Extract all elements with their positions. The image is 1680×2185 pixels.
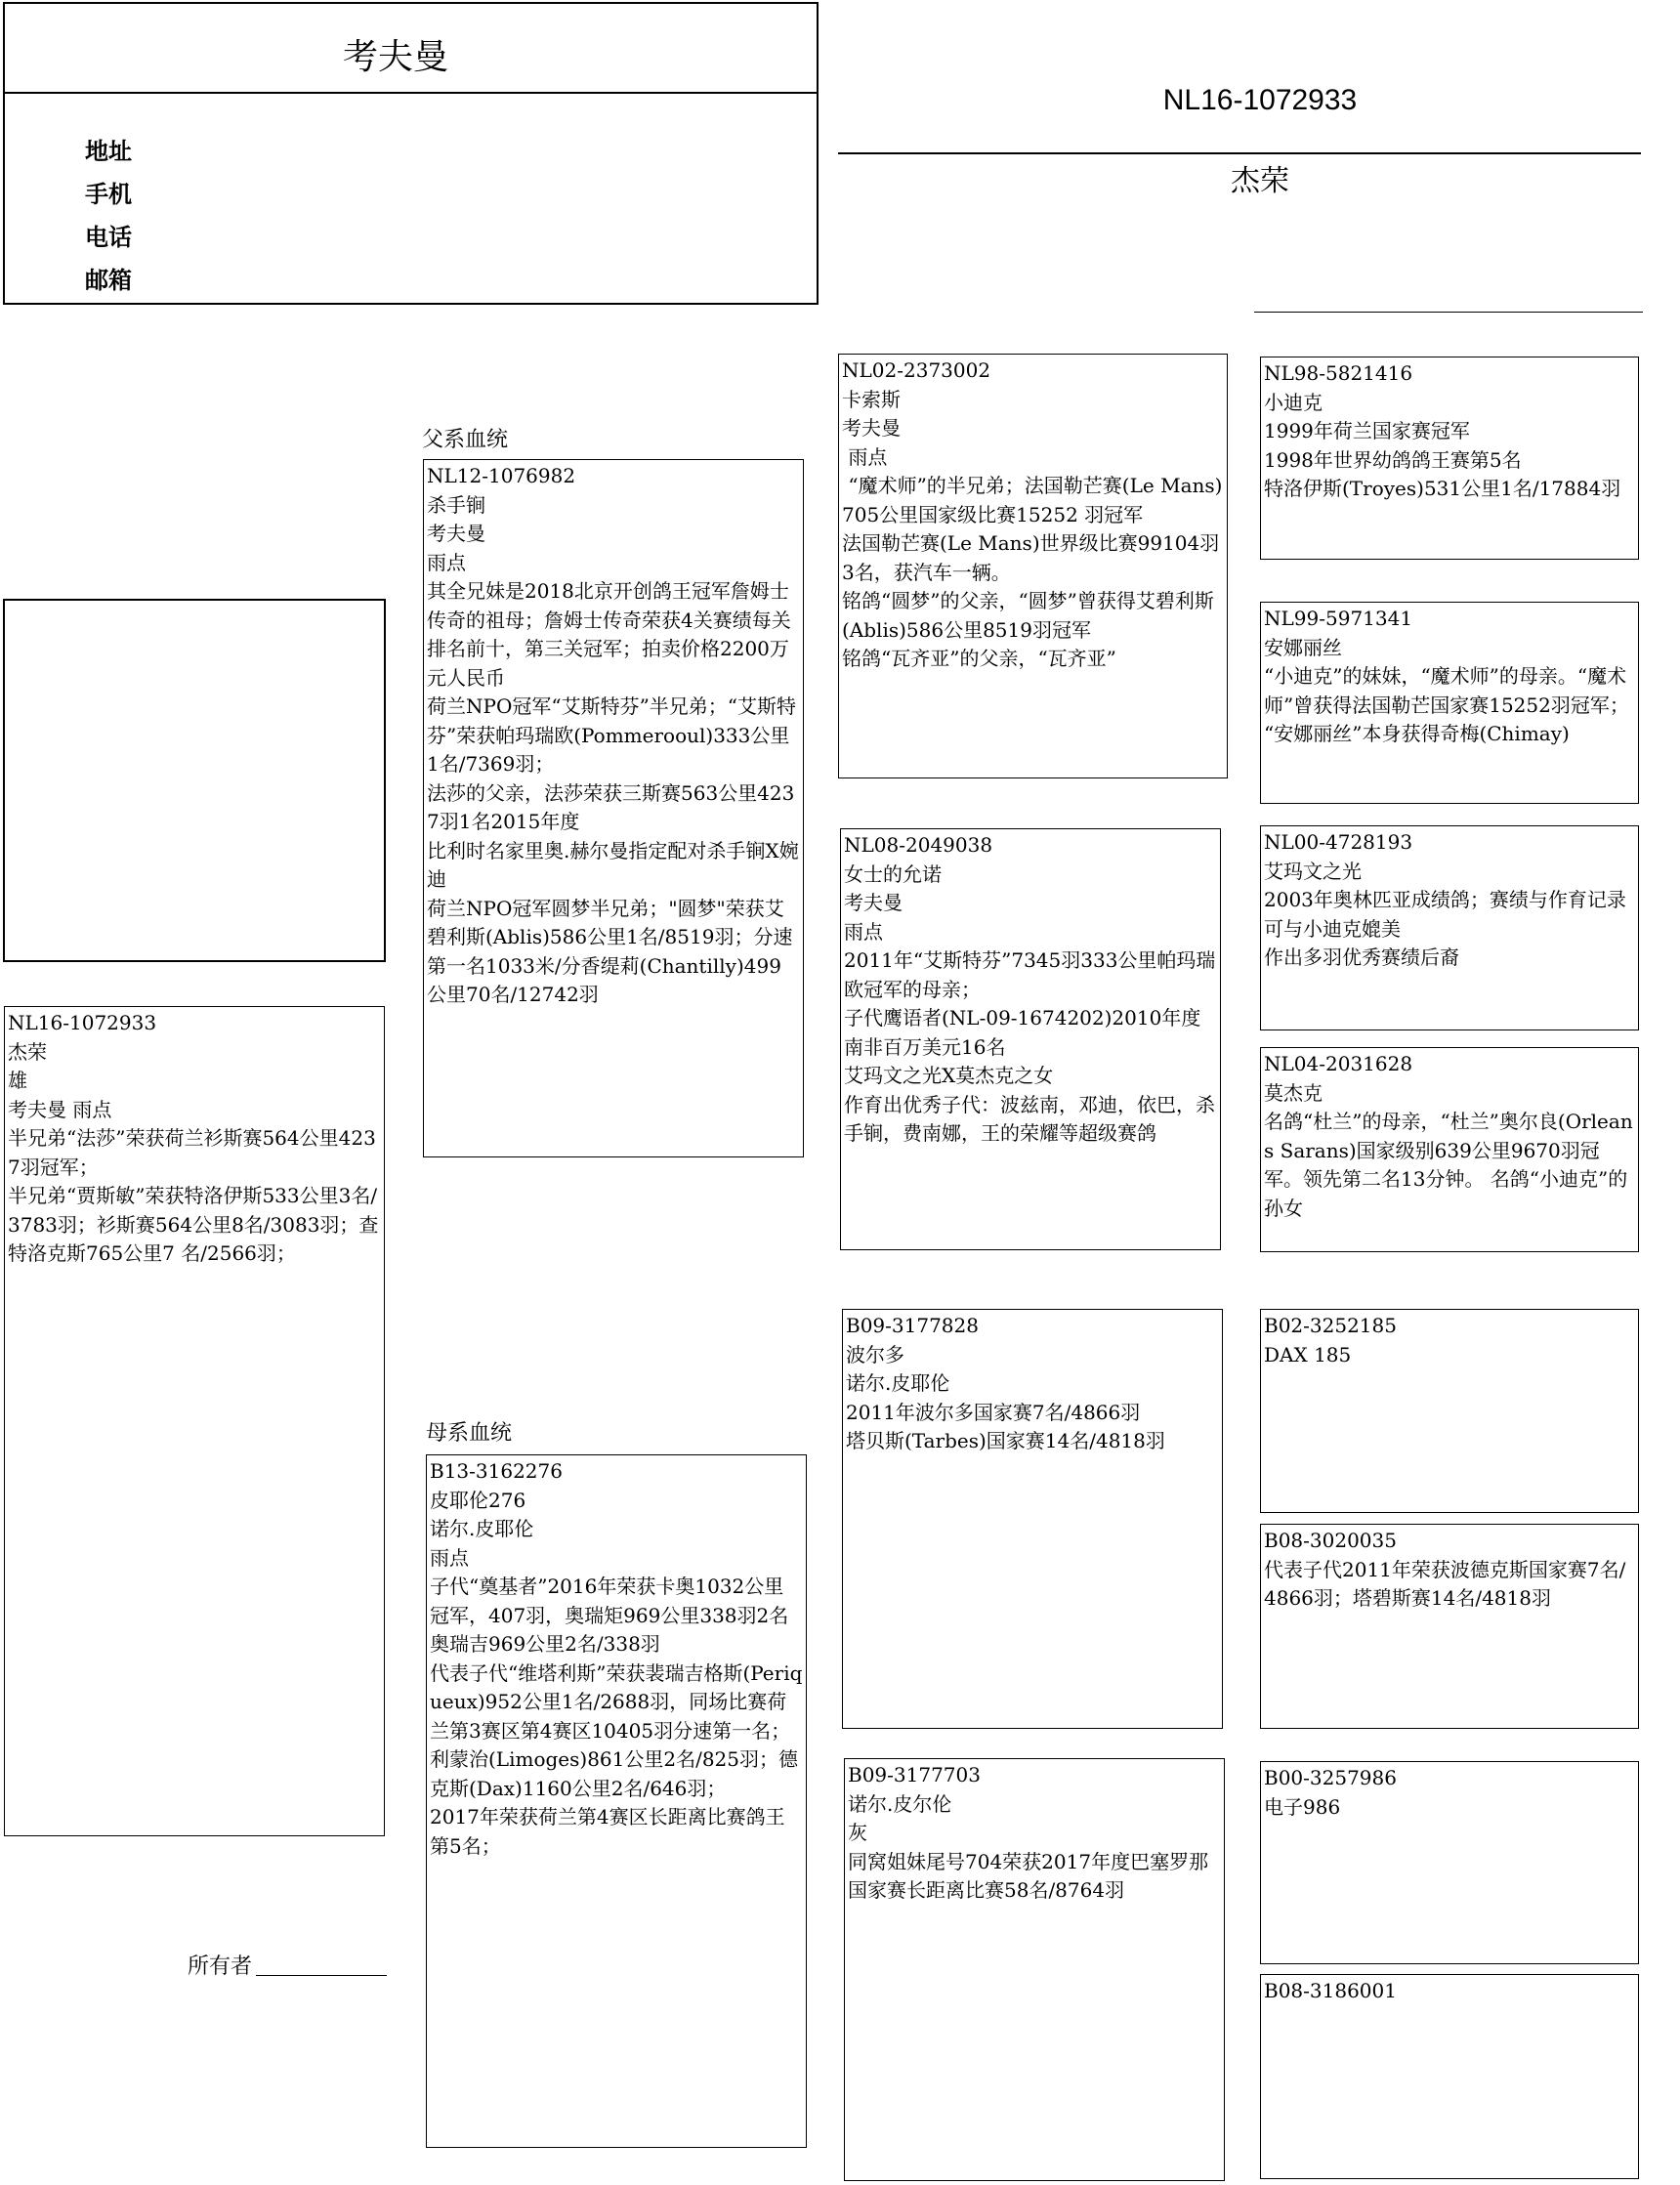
ds-note: 塔贝斯(Tarbes)国家赛14名/4818羽 [846, 1429, 1165, 1452]
g4-2-ring: NL99-5971341 [1264, 607, 1413, 630]
ring-number-divider [838, 152, 1641, 154]
sire-dam-box [840, 828, 1221, 1250]
owner-label: 所有者 [188, 1954, 253, 1979]
name-divider [1254, 312, 1643, 313]
sire-note: 法莎的父亲，法莎荣获三斯赛563公里4237羽1名2015年度 [427, 780, 795, 833]
g4-2-name: 安娜丽丝 [1264, 635, 1342, 659]
sire-pedigree-box [423, 459, 804, 1157]
sire-ring: NL12-1076982 [427, 464, 576, 487]
contact-label-address: 地址 [85, 139, 132, 165]
ds-name: 波尔多 [846, 1342, 904, 1366]
sire-section-label: 父系血统 [422, 428, 509, 452]
photo-placeholder [3, 599, 386, 962]
sire-sire-box [838, 354, 1228, 778]
sd-note: 子代鹰语者(NL-09-1674202)2010年度南非百万美元16名 [844, 1006, 1201, 1059]
ss-note: “魔术师”的半兄弟；法国勒芒赛(Le Mans)705公里国家级比赛15252 羽冠军 [842, 474, 1223, 526]
g4-3-name: 艾玛文之光 [1264, 859, 1362, 883]
g4-1-note: 1998年世界幼鸽鸽王赛第5名 [1264, 447, 1522, 472]
sire-name: 杀手锏 [427, 492, 485, 517]
gen4-box-5 [1260, 1309, 1639, 1513]
ss-note: 铭鸽“瓦齐亚”的父亲，“瓦齐亚” [842, 647, 1116, 670]
dam-note: 2017年荣获荷兰第4赛区长距离比赛鸽王第5名； [430, 1805, 785, 1858]
sire-note: 其全兄妹是2018北京开创鸽王冠军詹姆士传奇的祖母；詹姆士传奇荣获4关赛绩每关排名前十，第三关冠军；拍卖价格2200万元人民币 [427, 579, 791, 690]
g4-2-note: “安娜丽丝”本身获得奇梅(Chimay) [1264, 722, 1570, 745]
g4-4-name: 莫杰克 [1264, 1080, 1323, 1105]
sd-note: 作育出优秀子代：波兹南，邓迪，依巴，杀手锏，费南娜，王的荣耀等超级赛鸽 [844, 1092, 1215, 1145]
ds-ring: B09-3177828 [846, 1314, 979, 1337]
gen4-box-1 [1260, 357, 1639, 560]
ss-color: 雨点 [842, 444, 888, 469]
subject-ring: NL16-1072933 [8, 1011, 157, 1034]
sd-ring: NL08-2049038 [844, 833, 993, 857]
subject-breeder-color: 考夫曼 雨点 [8, 1097, 112, 1121]
subject-pedigree-box [4, 1006, 385, 1836]
g4-6-ring: B08-3020035 [1264, 1529, 1397, 1552]
owner-name: 考夫曼 [342, 36, 448, 76]
ss-breeder: 考夫曼 [842, 416, 901, 440]
g4-3-note: 作出多羽优秀赛绩后裔 [1264, 945, 1459, 969]
dam-note: 奥瑞吉969公里2名/338羽 [430, 1632, 660, 1656]
dam-color: 雨点 [430, 1545, 469, 1570]
gen4-box-3 [1260, 825, 1639, 1030]
subject-note: 半兄弟“法莎”荣获荷兰衫斯赛564公里4237羽冠军； [8, 1126, 376, 1179]
sd-note: 艾玛文之光X莫杰克之女 [844, 1064, 1054, 1087]
owner-signature-line [256, 1975, 387, 1976]
dam-name: 皮耶伦276 [430, 1488, 526, 1512]
g4-4-ring: NL04-2031628 [1264, 1052, 1413, 1075]
g4-4-note: 名鸽“杜兰”的母亲，“杜兰”奥尔良(Orleans Sarans)国家级别639公里9670羽冠军。领先第二名13分钟。 名鸽“小迪克”的孙女 [1264, 1110, 1633, 1220]
sire-color: 雨点 [427, 550, 466, 574]
sd-name: 女士的允诺 [844, 861, 942, 886]
contact-label-phone: 电话 [85, 225, 132, 251]
gen4-box-7 [1260, 1761, 1639, 1964]
subject-name: 杰荣 [8, 1039, 47, 1064]
g4-6-note: 代表子代2011年荣获波德克斯国家赛7名/4866羽；塔碧斯赛14名/4818羽 [1264, 1557, 1626, 1610]
g4-1-ring: NL98-5821416 [1264, 361, 1413, 385]
sd-color: 雨点 [844, 919, 883, 944]
dam-sire-box [842, 1309, 1223, 1729]
sire-note: 荷兰NPO冠军圆梦半兄弟；"圆梦"荣获艾碧利斯(Ablis)586公里1名/8519羽；分速第一名1033米/分香缇莉(Chantilly)499公里70名/12742羽 [427, 896, 793, 1006]
sd-breeder: 考夫曼 [844, 891, 903, 914]
sire-breeder: 考夫曼 [427, 522, 485, 545]
ds-note: 2011年波尔多国家赛7名/4866羽 [846, 1400, 1141, 1424]
g4-8-ring: B08-3186001 [1264, 1979, 1397, 2002]
dd-note: 同窝姐妹尾号704荣获2017年度巴塞罗那国家赛长距离比赛58名/8764羽 [848, 1849, 1209, 1902]
g4-2-note: “小迪克”的妹妹，“魔术师”的母亲。“魔术师”曾获得法国勒芒国家赛15252羽冠军； [1264, 664, 1629, 717]
g4-3-ring: NL00-4728193 [1264, 830, 1413, 854]
g4-7-ring: B00-3257986 [1264, 1766, 1397, 1789]
dd-ring: B09-3177703 [848, 1763, 981, 1786]
dam-note: 代表子代“维塔利斯”荣获裴瑞吉格斯(Periqueux)952公里1名/2688羽，同场比赛荷兰第3赛区第4赛区10405羽分速第一名；利蒙治(Limoges)861公里2名/825羽；德克斯(Dax)1160公里2名/646羽； [430, 1660, 803, 1800]
subject-sex: 雄 [8, 1069, 27, 1092]
dd-color: 灰 [848, 1821, 867, 1844]
sire-note: 荷兰NPO冠军“艾斯特芬”半兄弟；“艾斯特芬”荣获帕玛瑞欧(Pommerooul)333公里1名/7369羽； [427, 694, 797, 776]
dam-section-label: 母系血统 [426, 1421, 513, 1446]
ss-name: 卡索斯 [842, 387, 901, 411]
ss-note: 铭鸽“圆梦”的父亲，“圆梦”曾获得艾碧利斯(Ablis)586公里8519羽冠军 [842, 589, 1214, 642]
dd-breeder: 诺尔.皮尔伦 [848, 1791, 952, 1816]
g4-5-name: DAX 185 [1264, 1342, 1352, 1366]
bird-name: 杰荣 [1231, 164, 1289, 198]
ss-note: 法国勒芒赛(Le Mans)世界级比赛99104羽3名，获汽车一辆。 [842, 531, 1220, 584]
contact-label-email: 邮箱 [85, 268, 132, 294]
g4-1-note: 特洛伊斯(Troyes)531公里1名/17884羽 [1264, 477, 1621, 500]
g4-5-ring: B02-3252185 [1264, 1314, 1397, 1337]
ss-ring: NL02-2373002 [842, 358, 991, 382]
sd-note: 2011年“艾斯特芬”7345羽333公里帕玛瑞欧冠军的母亲； [844, 948, 1216, 1001]
gen4-box-4 [1260, 1047, 1639, 1252]
contact-label-mobile: 手机 [85, 182, 132, 208]
header-divider [5, 92, 817, 94]
ring-number: NL16-1072933 [1162, 84, 1358, 116]
dam-dam-box [844, 1758, 1225, 2181]
g4-3-note: 2003年奥林匹亚成绩鸽；赛绩与作育记录可与小迪克媲美 [1264, 888, 1626, 941]
dam-pedigree-box [426, 1454, 807, 2148]
gen4-box-2 [1260, 602, 1639, 804]
dam-note: 子代“奠基者”2016年荣获卡奥1032公里冠军，407羽，奥瑞矩969公里338羽2名 [430, 1575, 789, 1627]
ds-breeder: 诺尔.皮耶伦 [846, 1371, 950, 1395]
subject-note: 半兄弟“贾斯敏”荣获特洛伊斯533公里3名/3783羽；衫斯赛564公里8名/3083羽；查特洛克斯765公里7 名/2566羽； [8, 1184, 379, 1265]
gen4-box-8 [1260, 1974, 1639, 2179]
sire-note: 比利时名家里奥.赫尔曼指定配对杀手锏X婉迪 [427, 838, 799, 891]
dam-breeder: 诺尔.皮耶伦 [430, 1517, 534, 1540]
g4-7-name: 电子986 [1264, 1794, 1341, 1819]
dam-ring: B13-3162276 [430, 1459, 563, 1483]
gen4-box-6 [1260, 1524, 1639, 1729]
g4-1-note: 1999年荷兰国家赛冠军 [1264, 419, 1470, 442]
owner-header-box [3, 2, 819, 305]
g4-1-name: 小迪克 [1264, 390, 1323, 414]
